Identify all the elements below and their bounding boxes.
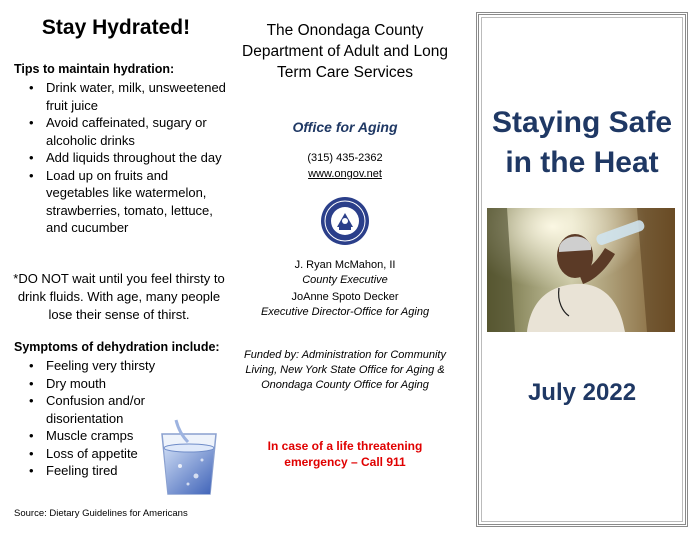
funding-statement: Funded by: Administration for Community Living, New York State Office for Aging & Onondaga County Office for Aging xyxy=(244,349,446,391)
executive-name: J. Ryan McMahon, II xyxy=(294,259,396,271)
office-name: Office for Aging xyxy=(292,119,398,135)
thirst-note: *DO NOT wait until you feel thirsty to drink fluids. With age, many people lose their sense of thirst. xyxy=(13,271,225,322)
list-item: • Confusion and/or disorientation xyxy=(46,392,164,427)
emergency-notice: In case of a life threatening emergency – Call 911 xyxy=(267,439,423,469)
tips-list xyxy=(14,79,226,237)
executive-director xyxy=(238,290,452,320)
water-glass-icon xyxy=(152,418,226,498)
man-drinking-water-photo xyxy=(487,208,675,332)
list-item: • Muscle cramps xyxy=(46,427,226,445)
list-item: • Feeling tired xyxy=(46,462,226,480)
cover-title: Staying Safe in the Heat xyxy=(491,106,673,179)
list-item: • Load up on fruits and vegetables like watermelon, strawberries, tomato, lettuce, and cucumber xyxy=(46,167,226,237)
publication-date: July 2022 xyxy=(527,379,637,406)
director-name: JoAnne Spoto Decker xyxy=(291,291,399,303)
tips-heading: Tips to maintain hydration: xyxy=(14,62,175,76)
hydration-panel xyxy=(0,0,232,540)
director-title: Executive Director-Office for Aging xyxy=(260,306,430,318)
list-item: • Add liquids throughout the day xyxy=(46,149,226,167)
phone-number: (315) 435-2362 xyxy=(307,152,383,164)
hydration-title: Stay Hydrated! xyxy=(41,16,191,39)
county-executive xyxy=(238,258,452,288)
symptoms-heading: Symptoms of dehydration include: xyxy=(14,340,220,354)
county-seal-icon xyxy=(320,196,370,246)
list-item: • Drink water, milk, unsweetened fruit juice xyxy=(46,79,226,114)
source-note: Source: Dietary Guidelines for Americans xyxy=(14,508,188,519)
list-item: • Avoid caffeinated, sugary or alcoholic drinks xyxy=(46,114,226,149)
executive-title: County Executive xyxy=(302,274,388,286)
list-item: • Feeling very thirsty xyxy=(46,357,226,375)
list-item: • Dry mouth xyxy=(46,375,226,393)
list-item: • Loss of appetite xyxy=(46,445,226,463)
cover-panel xyxy=(476,12,688,527)
contact-panel xyxy=(238,0,452,540)
department-name: The Onondaga County Department of Adult and Long Term Care Services xyxy=(242,22,448,81)
website-link[interactable]: www.ongov.net xyxy=(308,168,382,180)
